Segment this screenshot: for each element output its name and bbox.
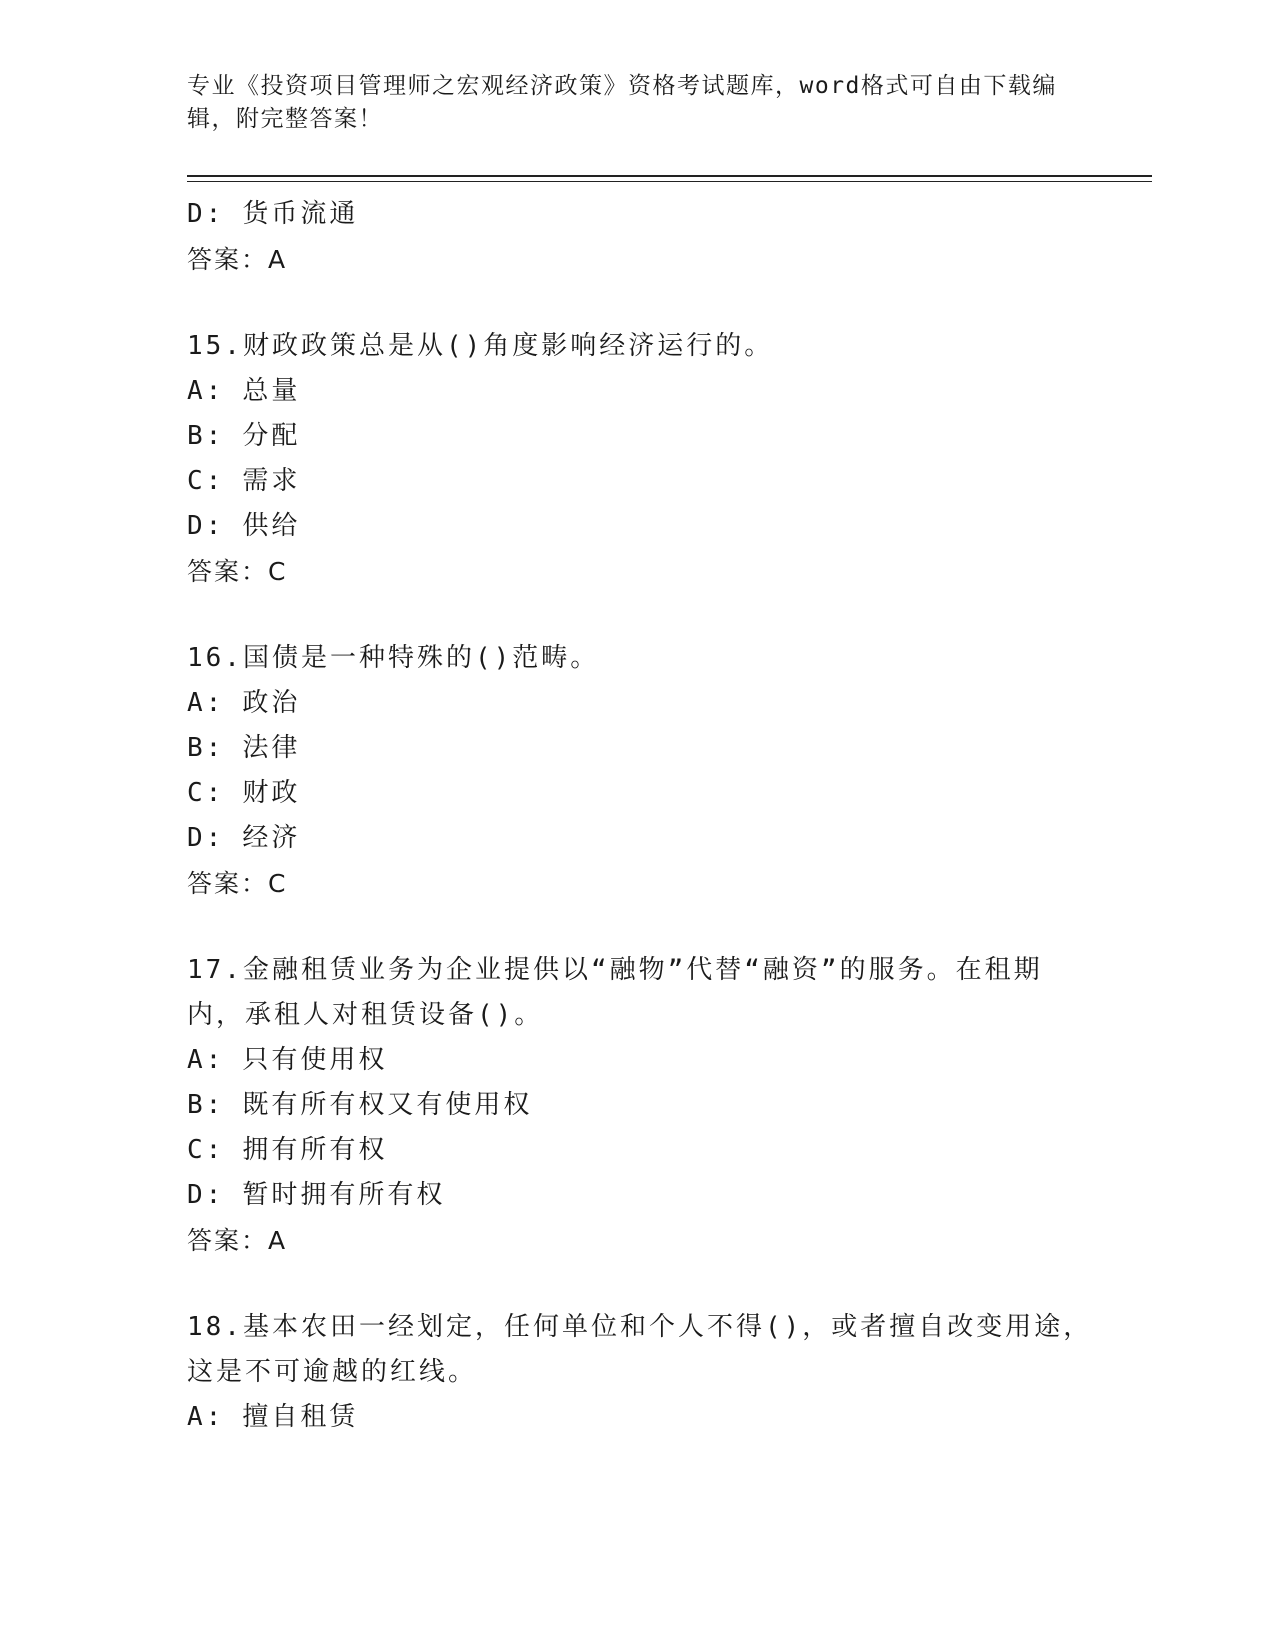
option-d xyxy=(187,192,1087,237)
option-d xyxy=(187,816,1087,861)
option-text: 需求 xyxy=(242,466,301,496)
option-text: 分配 xyxy=(242,421,301,451)
option-label: D: xyxy=(187,511,225,541)
option-label: A: xyxy=(187,376,225,406)
option-text: 政治 xyxy=(242,688,301,718)
option-label: C: xyxy=(187,778,225,808)
option-text: 法律 xyxy=(242,733,301,763)
option-a xyxy=(187,1395,1087,1440)
option-label: B: xyxy=(187,421,225,451)
option-label: A: xyxy=(187,688,225,718)
option-a xyxy=(187,1038,1087,1083)
option-label: D: xyxy=(187,823,225,853)
option-c xyxy=(187,771,1087,816)
option-d xyxy=(187,1173,1087,1218)
option-b xyxy=(187,1083,1087,1128)
option-label: D: xyxy=(187,1180,225,1210)
option-c xyxy=(187,1128,1087,1173)
option-text: 财政 xyxy=(242,778,301,808)
option-label: D: xyxy=(187,199,225,229)
option-text: 货币流通 xyxy=(242,199,359,229)
header-rule-thick xyxy=(187,175,1152,177)
header-line-2: 辑，附完整答案！ xyxy=(187,106,383,132)
option-text: 总量 xyxy=(242,376,301,406)
document-body xyxy=(187,192,1093,1440)
option-label: C: xyxy=(187,1135,225,1165)
answer-14: 答案：A xyxy=(187,245,288,274)
option-b xyxy=(187,726,1087,771)
answer: 答案：A xyxy=(187,1226,288,1255)
document-header xyxy=(187,70,1087,136)
option-text: 只有使用权 xyxy=(242,1045,388,1075)
option-label: C: xyxy=(187,466,225,496)
question-18 xyxy=(187,1305,1093,1440)
question-17 xyxy=(187,948,1087,1263)
option-text: 经济 xyxy=(242,823,301,853)
option-text: 既有所有权又有使用权 xyxy=(242,1090,533,1120)
question-stem-line-2: 这是不可逾越的红线。 xyxy=(187,1357,478,1387)
question-stem-line-1: 17.金融租赁业务为企业提供以“融物”代替“融资”的服务。在租期 xyxy=(187,955,1043,985)
option-text: 暂时拥有所有权 xyxy=(242,1180,446,1210)
option-label: A: xyxy=(187,1402,225,1432)
question-stem: 16.国债是一种特殊的()范畴。 xyxy=(187,643,600,673)
header-rule-thin xyxy=(187,181,1152,182)
question-16 xyxy=(187,636,1087,906)
question-15 xyxy=(187,324,1087,594)
question-stem-line-1: 18.基本农田一经划定，任何单位和个人不得()，或者擅自改变用途， xyxy=(187,1312,1093,1342)
option-a xyxy=(187,681,1087,726)
option-text: 拥有所有权 xyxy=(242,1135,388,1165)
option-text: 擅自租赁 xyxy=(242,1402,359,1432)
question-stem: 15.财政政策总是从()角度影响经济运行的。 xyxy=(187,331,774,361)
option-label: B: xyxy=(187,733,225,763)
option-text: 供给 xyxy=(242,511,301,541)
answer: 答案：C xyxy=(187,557,288,586)
answer: 答案：C xyxy=(187,869,288,898)
option-b xyxy=(187,414,1087,459)
option-d xyxy=(187,504,1087,549)
option-label: A: xyxy=(187,1045,225,1075)
option-a xyxy=(187,369,1087,414)
option-label: B: xyxy=(187,1090,225,1120)
question-stem-line-2: 内，承租人对租赁设备()。 xyxy=(187,1000,544,1030)
option-c xyxy=(187,459,1087,504)
header-line-1: 专业《投资项目管理师之宏观经济政策》资格考试题库，word格式可自由下载编 xyxy=(187,73,1057,99)
